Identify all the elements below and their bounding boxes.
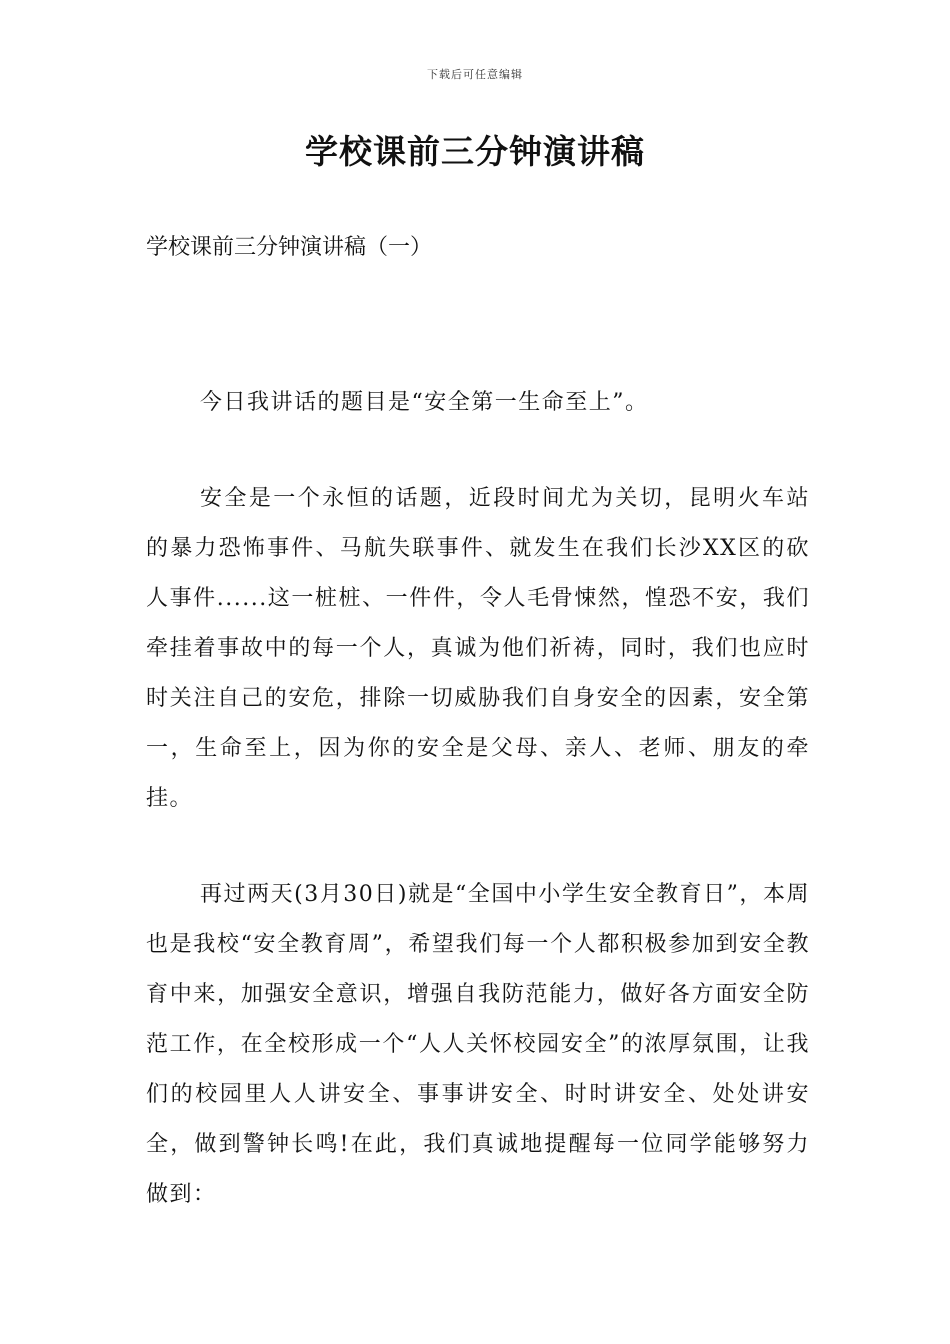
paragraph-education-day: 再过两天(3月30日)就是“全国中小学生安全教育日”，本周也是我校“安全教育周”，希望我们每一个人都积极参加到安全教育中来，加强安全意识，增强自我防范能力，做好各方面安全防范工作，在全校形成一个“人人关怀校园安全”的浓厚氛围，让我们的校园里人人讲安全、事事讲安全、时时讲安全、处处讲安全，做到警钟长鸣!在此，我们真诚地提醒每一位同学能够努力做到： (146, 882, 810, 1207)
paragraph-topic: 今日我讲话的题目是“安全第一生命至上”。 (200, 390, 649, 415)
header-note: 下载后可任意编辑 (427, 68, 523, 81)
page-title: 学校课前三分钟演讲稿 (305, 132, 645, 171)
paragraph-safety: 安全是一个永恒的话题，近段时间尤为关切，昆明火车站的暴力恐怖事件、马航失联事件、就发生在我们长沙XX区的砍人事件......这一桩桩、一件件，令人毛骨悚然，惶恐不安，我们牵挂着事故中的每一个人，真诚为他们祈祷，同时，我们也应时时关注自己的安危，排除一切威胁我们自身安全的因素，安全第一，生命至上，因为你的安全是父母、亲人、老师、朋友的牵挂。 (146, 486, 810, 811)
section-heading: 学校课前三分钟演讲稿（一） (146, 235, 433, 260)
